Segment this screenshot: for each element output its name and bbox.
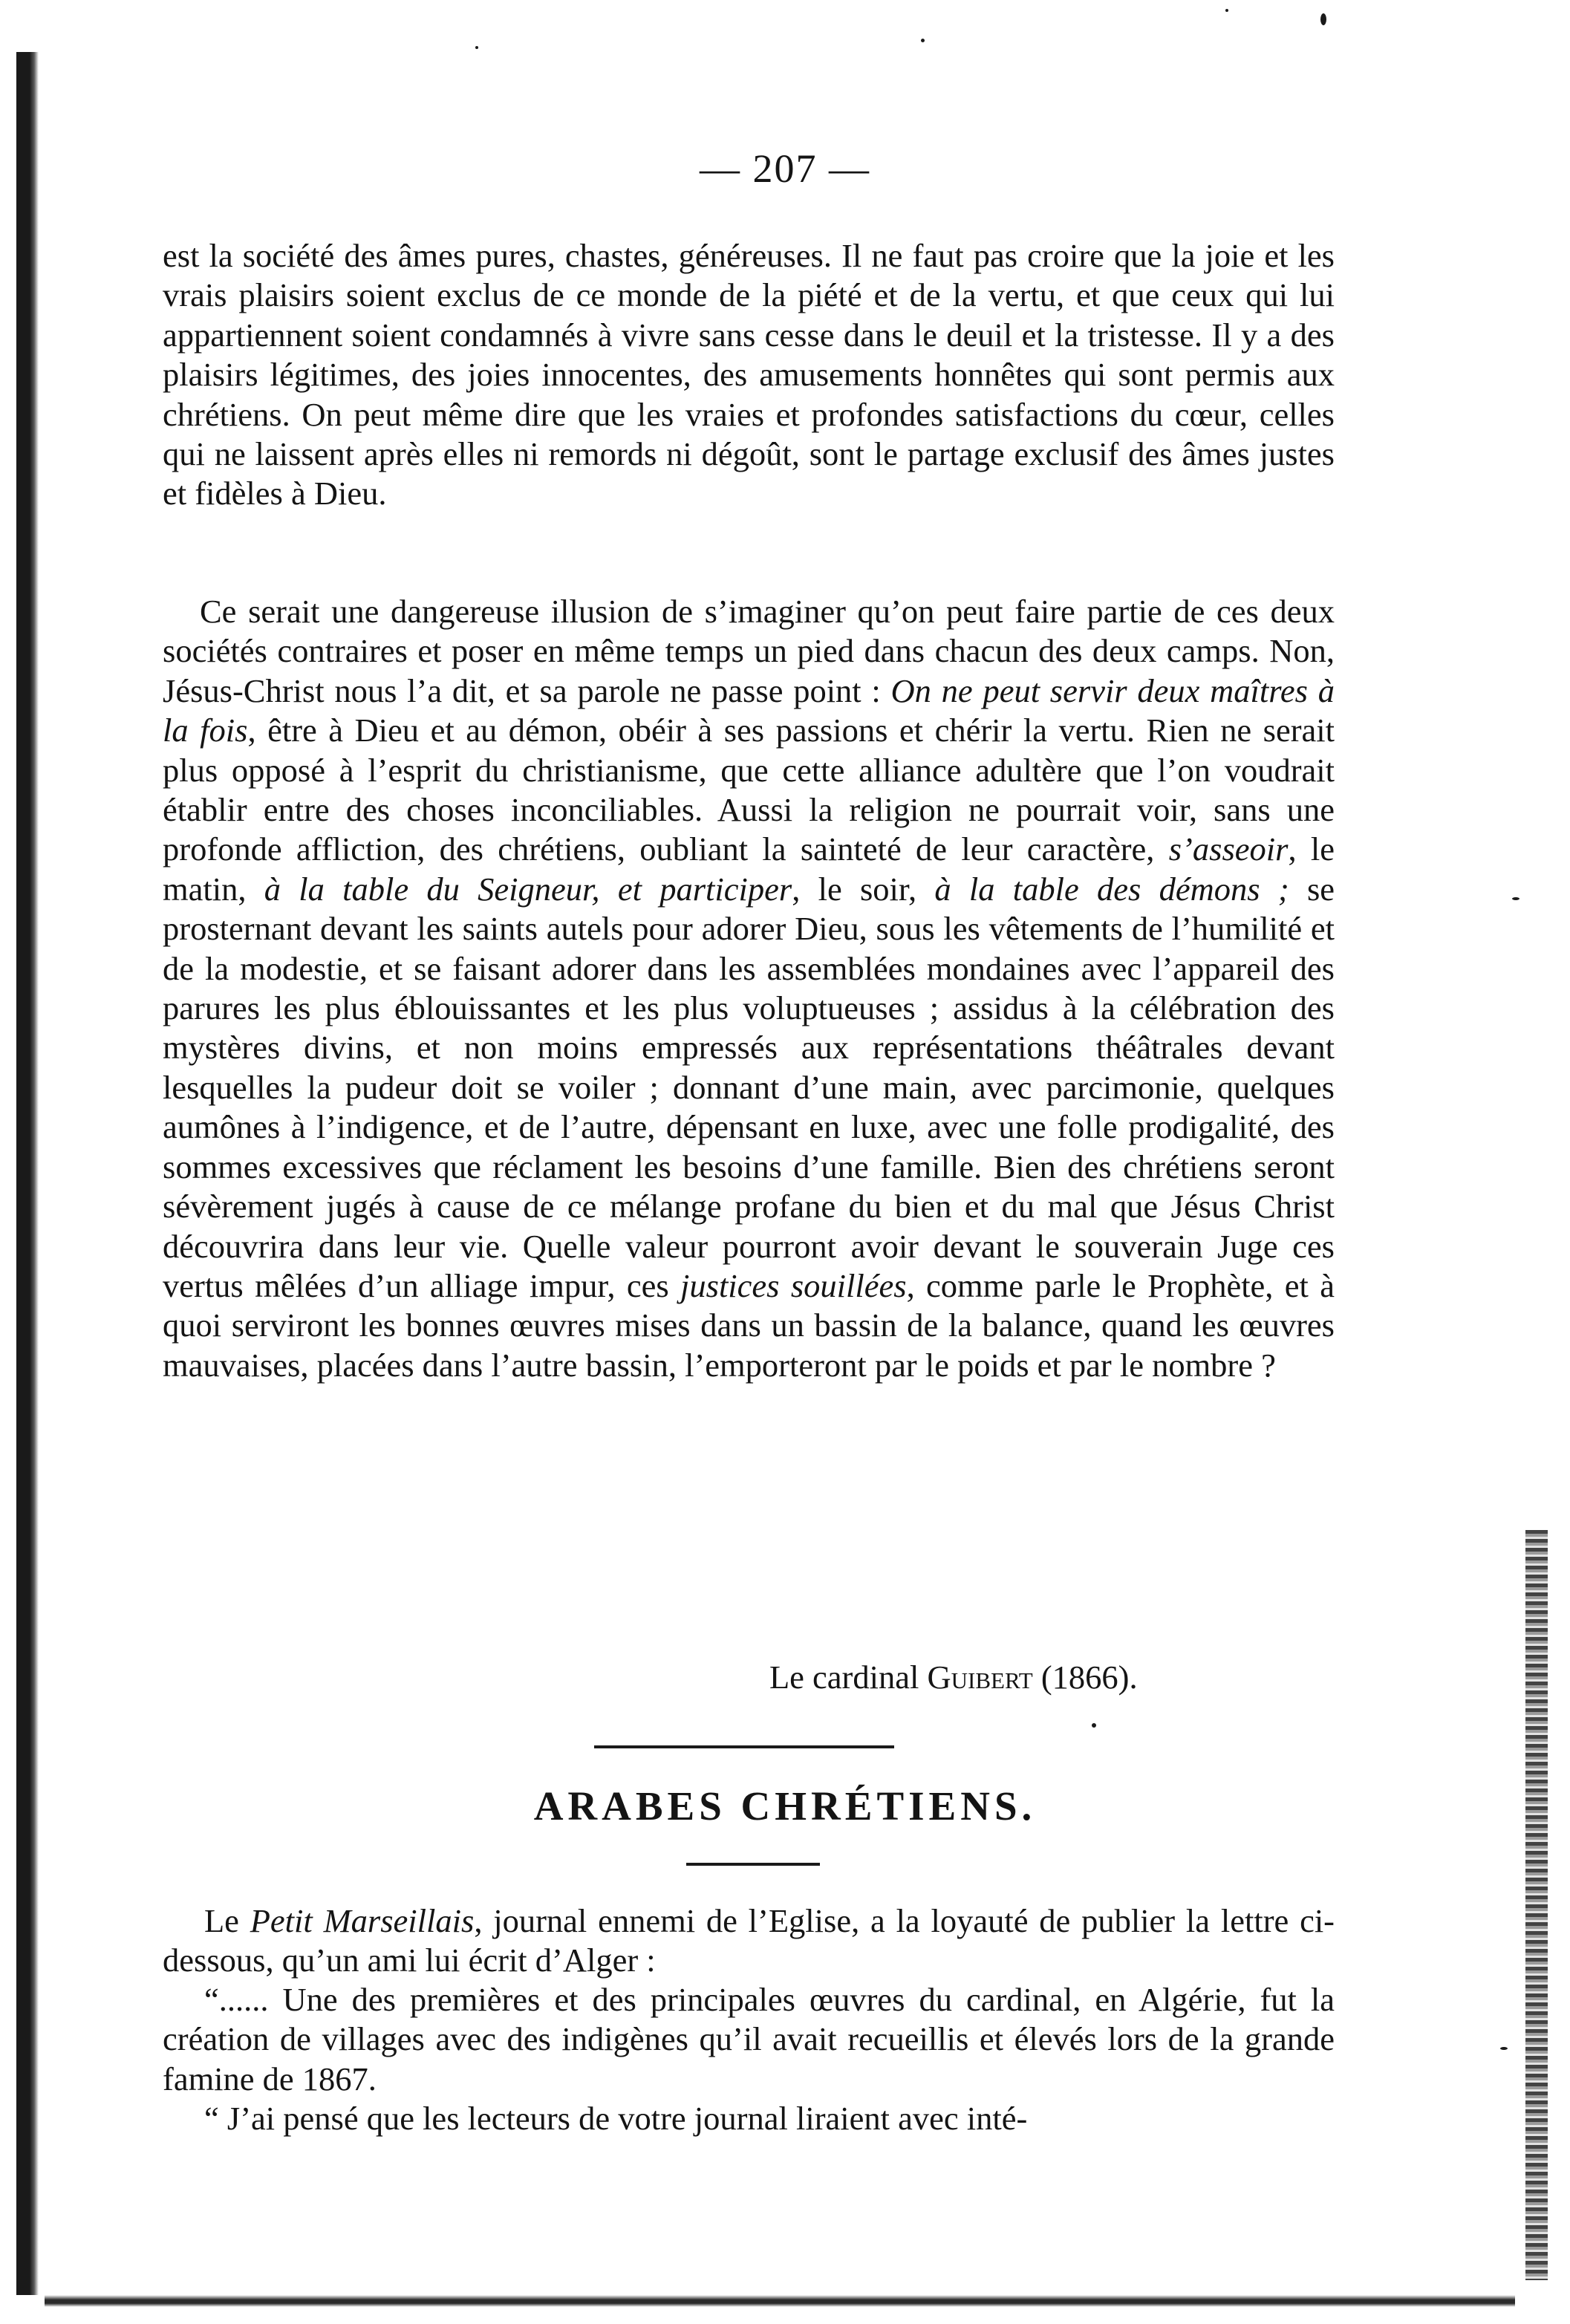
paragraph-text: , être à Dieu et au démon, obéir à ses passions et chérir la vertu. Rien ne serait plus opposé à l’esprit du christianisme, que cette alliance adultère que l’on voudrait établir entre des choses inconciliables. Aussi la religion ne pourrait voir, sans une profonde affliction, des chrétiens, oubliant la sainteté de leur caractère, (163, 712, 1335, 868)
scan-speck (921, 39, 925, 42)
paragraph-text: , le soir, (792, 870, 935, 908)
scan-border-bottom (45, 2295, 1515, 2307)
paragraph-text: Le (204, 1902, 250, 1939)
journal-name: Petit Marseillais (250, 1902, 475, 1939)
title-underline (686, 1863, 820, 1866)
scan-border-left (16, 52, 39, 2295)
paragraph-text: se prosternant devant les saints autels pour adorer Dieu, sous les vêtements de l’humilité et de la modestie, et se faisant adorer dans les assemblées mondaines avec l’appareil des parures les plus éblouissantes et les plus voluptueuses ; assidus à la célébration des mystères divins, et non moins empressés aux représentations théâtrales devant lesquelles la pudeur doit se voiler ; donnant d’une main, avec parcimonie, quelques aumônes à l’indigence, et de l’autre, dépensant en luxe, avec une folle prodigalité, des sommes excessives que réclament les besoins d’une famille. Bien des chrétiens seront sévèrement jugés à cause de ce mélange profane du bien et du mal que Jésus Christ découvrira dans leur vie. Quelle valeur pourront avoir devant le souverain Juge ces vertus mêlées d’un alliage impur, ces (163, 870, 1335, 1304)
scan-speck (1225, 9, 1228, 12)
emphasis-text: s’asseoir (1168, 830, 1289, 868)
paragraph-illusion (163, 592, 1335, 1385)
page-number: — 207 — (700, 146, 870, 191)
signature-prefix: Le cardinal (769, 1659, 928, 1696)
paragraph-text: Ce serait une dangereuse illusion de s’imaginer qu’on peut faire partie de ces deux sociétés contraires et poser en même temps un pied dans chacun des deux camps. Non, Jésus-Christ nous l’a dit, et sa parole ne passe point : (163, 593, 1335, 709)
scan-speck (1512, 897, 1519, 900)
emphasis-text: à la table du Seigneur, et participer (264, 870, 792, 908)
gospel-quote: On ne peut servir deux maîtres à la fois (163, 671, 1335, 749)
scan-speck (1092, 1723, 1096, 1728)
emphasis-text: à la table des démons ; (934, 870, 1289, 908)
scan-speck (1320, 13, 1326, 25)
section-divider (594, 1745, 894, 1748)
paragraph-continuation: est la société des âmes pures, chastes, généreuses. Il ne faut pas croire que la joie et les vrais plaisirs soient exclus de ce monde de la piété et de la vertu, et que ceux qui lui appartiennent soient condamnés à vivre sans cesse dans le deuil et la tristesse. Il y a des plaisirs légitimes, des joies innocentes, des amusements honnêtes qui sont permis aux chrétiens. On peut même dire que les vraies et profondes satisfactions du cœur, celles qui ne laissent après elles ni remords ni dégoût, sont le partage exclusif des âmes justes et fidèles à Dieu. (163, 237, 1335, 512)
section-title: ARABES CHRÉTIENS. (533, 1783, 1037, 1829)
paragraph-text: , journal ennemi de l’Eglise, a la loyauté de publier la lettre ci-dessous, qu’un ami lui écrit d’Alger : (163, 1902, 1335, 1979)
signature-year: (1866). (1032, 1659, 1138, 1696)
signature (769, 1658, 1138, 1697)
scan-border-right (1525, 1530, 1548, 2280)
paragraph-letter-continued: “ J’ai pensé que les lecteurs de votre journal liraient avec inté- (204, 2100, 1028, 2137)
author-name: Guibert (927, 1659, 1033, 1696)
scan-speck (475, 46, 478, 49)
paragraph-text: , comme parle le Prophète, et à quoi serviront les bonnes œuvres mises dans un bassin de la balance, quand les œuvres mauvaises, placées dans l’autre bassin, l’emporteront par le poids et par le nombre ? (163, 1266, 1335, 1384)
scan-speck (1500, 2047, 1508, 2050)
paragraph-text: , le matin, (163, 830, 1335, 908)
paragraph-letter-quote: “...... Une des premières et des principales œuvres du cardinal, en Algérie, fut la création de villages avec des indigènes qu’il avait recueillis et élevés lors de la grande famine de 1867. (163, 1981, 1335, 2097)
paragraph-intro (163, 1901, 1335, 1981)
emphasis-text: justices souillées (680, 1266, 907, 1304)
